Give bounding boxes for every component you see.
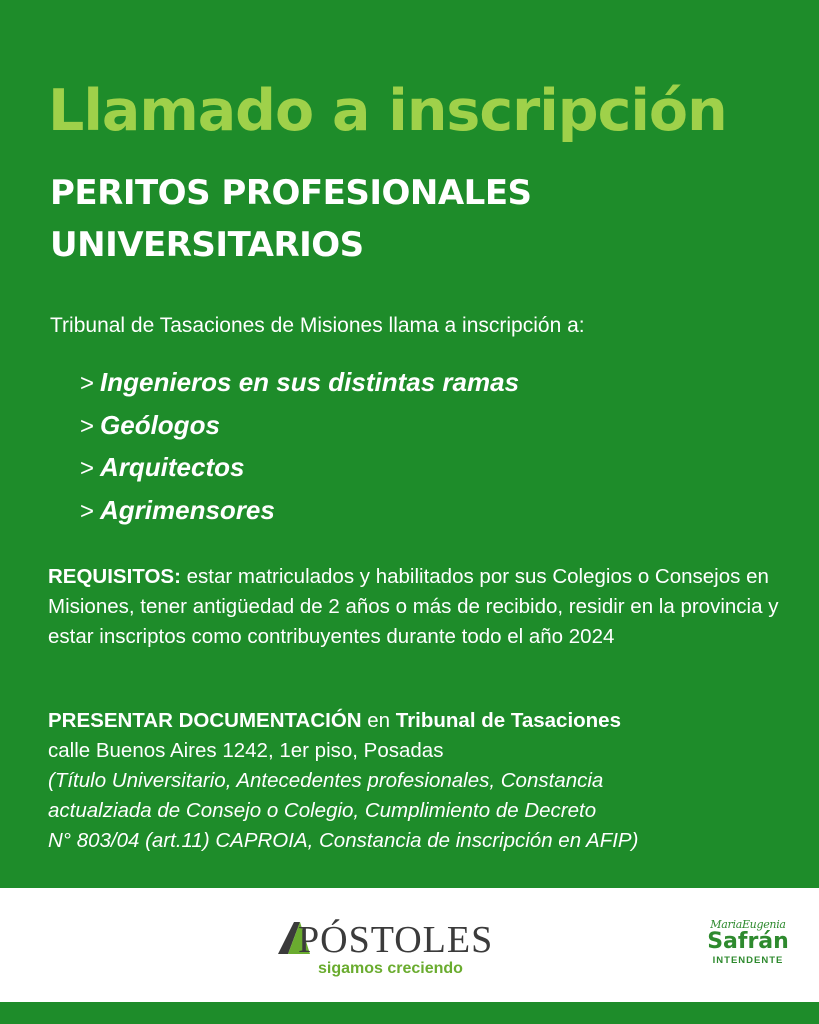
signature-name: Safrán (707, 929, 789, 954)
list-item: > Agrimensores (80, 494, 275, 525)
bottom-bar (0, 1002, 819, 1024)
list-arrow: > (80, 412, 95, 440)
subtitle-line-2: UNIVERSITARIOS (50, 225, 364, 265)
professions-list (80, 362, 519, 532)
documentation-note-line: actualziada de Consejo o Colegio, Cumplimiento de Decreto (48, 799, 597, 822)
list-arrow: > (80, 497, 95, 525)
list-item: > Ingenieros en sus distintas ramas (80, 367, 520, 397)
documentation-note-line: N° 803/04 (art.11) CAPROIA, Constancia de inscripción en AFIP) (48, 829, 639, 852)
documentation-place: Tribunal de Tasaciones (395, 709, 621, 732)
requirements-paragraph (48, 562, 788, 652)
documentation-label: PRESENTAR DOCUMENTACIÓN (48, 709, 362, 732)
list-arrow: > (80, 370, 95, 397)
list-arrow: > (80, 455, 95, 482)
headline: Llamado a inscripción (48, 78, 727, 144)
documentation-paragraph (48, 706, 788, 856)
requirements-label: REQUISITOS: (48, 565, 181, 588)
apostoles-logo (274, 918, 544, 984)
list-item: > Geólogos (80, 409, 220, 440)
intro-text: Tribunal de Tasaciones de Misiones llama a inscripción a: (50, 314, 585, 337)
requirements-text: estar matriculados y habilitados por sus Colegios o Consejos en Misiones, tener antigüedad de 2 años o más de recibido, residir en la provincia y estar inscriptos como contribuyentes durante todo el año 2024 (48, 565, 779, 648)
documentation-address: calle Buenos Aires 1242, 1er piso, Posadas (48, 739, 444, 762)
mayor-signature (700, 918, 796, 978)
signature-role: INTENDENTE (712, 955, 784, 966)
logo-wordmark: PÓSTOLES (298, 919, 494, 961)
documentation-note-line: (Título Universitario, Antecedentes profesionales, Constancia (48, 769, 604, 792)
subtitle (50, 167, 532, 271)
logo-tagline: sigamos creciendo (318, 960, 463, 977)
list-item: > Arquitectos (80, 452, 245, 482)
documentation-heading: PRESENTAR DOCUMENTACIÓN en Tribunal de Tasaciones (48, 709, 621, 732)
signature-script: MariaEugenia (710, 918, 786, 931)
subtitle-line-1: PERITOS PROFESIONALES (50, 173, 532, 213)
